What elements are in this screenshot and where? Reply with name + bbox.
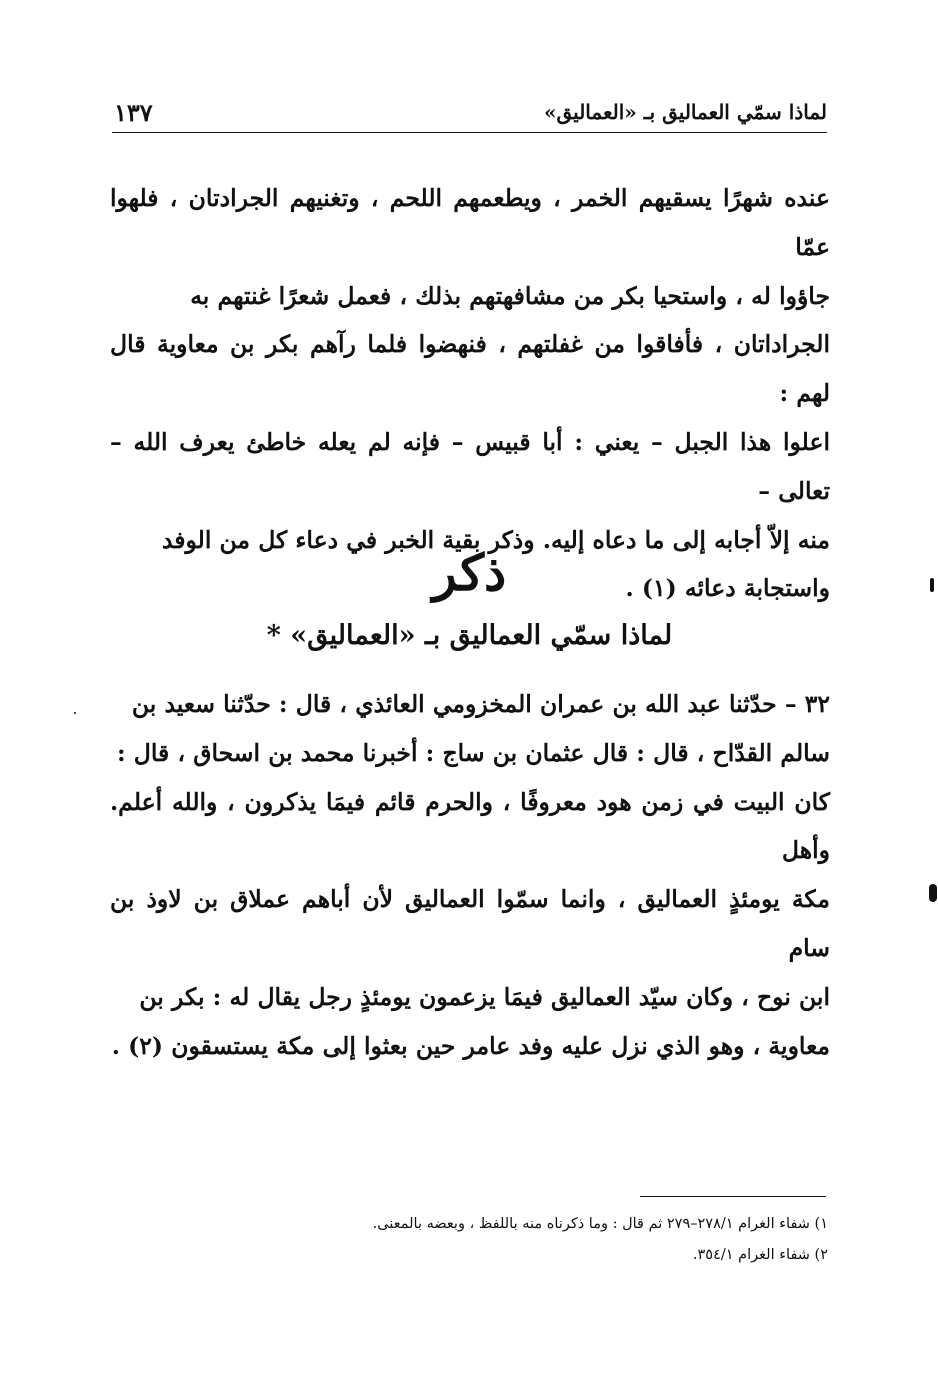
running-header	[112, 98, 827, 133]
margin-speck	[74, 712, 76, 714]
paragraph-2	[110, 680, 830, 1070]
paragraph-line: عنده شهرًا يسقيهم الخمر ، ويطعمهم اللحم ، وتغنيهم الجرادتان ، فلهوا عمّا	[110, 184, 830, 261]
margin-speck	[930, 578, 934, 592]
paragraph-line: جاؤوا له ، واستحيا بكر من مشافهتهم بذلك ، فعمل شعرًا غنتهم به	[190, 281, 830, 310]
footnote-2: ٢) شفاء الغرام ٣٥٤/١.	[692, 1247, 828, 1263]
paragraph-line: مكة يومئذٍ العماليق ، وانما سمّوا العماليق لأن أباهم عملاق بن لاوذ بن سام	[110, 885, 830, 962]
section-subheading: لماذا سمّي العماليق بـ «العماليق» *	[266, 620, 673, 651]
section-heading: ذكر	[432, 543, 507, 602]
footnote-divider	[640, 1196, 826, 1197]
paragraph-line: كان البيت في زمن هود معروفًا ، والحرم قائم فيمَا يذكرون ، والله أعلم. وأهل	[110, 787, 830, 865]
page-number: ١٣٧	[114, 98, 153, 127]
paragraph-line: ٣٢ – حدّثنا عبد الله بن عمران المخزومي العائذي ، قال : حدّثنا سعيد بن	[131, 690, 830, 718]
paragraph-line: الجراداتان ، فأفاقوا من غفلتهم ، فنهضوا فلما رآهم بكر بن معاوية قال لهم :	[110, 330, 830, 408]
paragraph-line: اعلوا هذا الجبل – يعني : أبا قبيس – فإنه لم يعله خاطئ يعرف الله – تعالى –	[110, 427, 830, 505]
footnote-1: ١) شفاء الغرام ٢٧٨/١–٢٧٩ ثم قال : وما ذكرناه منه باللفظ ، وبعضه بالمعنى.	[372, 1216, 828, 1232]
paragraph-line: ابن نوح ، وكان سيّد العماليق فيمَا يزعمون يومئذٍ رجل يقال له : بكر بن	[139, 982, 830, 1011]
paragraph-line: معاوية ، وهو الذي نزل عليه وفد عامر حين بعثوا إلى مكة يستسقون (٢) .	[111, 1031, 830, 1060]
paragraph-line: سالم القدّاح ، قال : قال عثمان بن ساج : أخبرنا محمد بن اسحاق ، قال :	[116, 738, 830, 767]
footnotes	[300, 1209, 828, 1271]
paragraph-line: واستجابة دعائه (١) .	[625, 574, 830, 603]
margin-speck	[929, 884, 937, 902]
paragraph-line: منه إلاّ أجابه إلى ما دعاه إليه. وذكر بقية الخبر في دعاء كل من الوفد	[161, 525, 830, 554]
running-title: لماذا سمّي العماليق بـ «العماليق»	[543, 100, 827, 124]
